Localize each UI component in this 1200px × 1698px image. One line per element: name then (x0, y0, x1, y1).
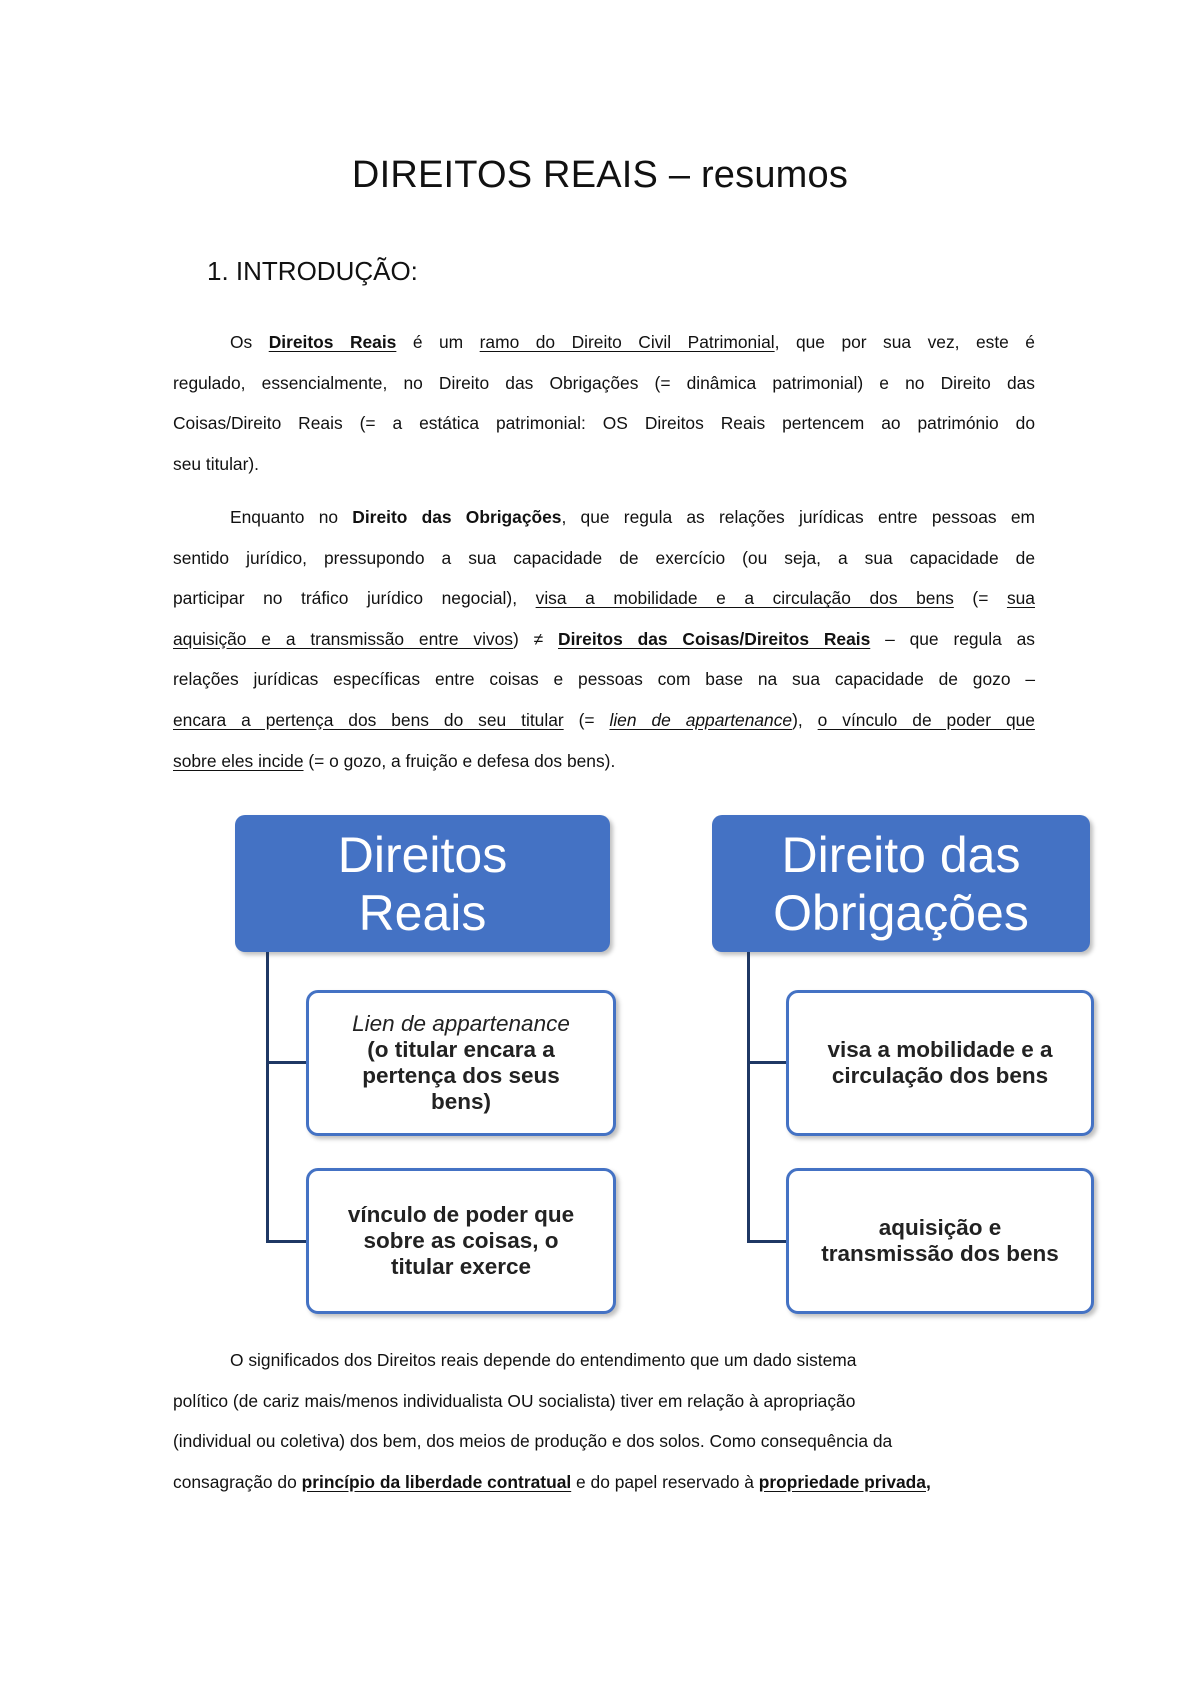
paragraph-line: participar no tráfico jurídico negocial), visa a mobilidade e a circulação dos bens (= sua (173, 588, 1035, 609)
diagram-header-direitos-reais: Direitos Reais (235, 815, 610, 952)
paragraph-line: Os Direitos Reais é um ramo do Direito Civil Patrimonial, que por sua vez, este é (230, 332, 1035, 352)
paragraph-line: Coisas/Direito Reais (= a estática patrimonial: OS Direitos Reais pertencem ao património do (173, 413, 1035, 434)
diagram-header-direito-das-obrigacoes: Direito das Obrigações (712, 815, 1090, 952)
paragraph-line: seu titular). (173, 453, 260, 474)
paragraph-3 (173, 1340, 1035, 1502)
paragraph-line: aquisição e a transmissão entre vivos) ≠ Direitos das Coisas/Direitos Reais – que regula as (173, 628, 1035, 649)
diagram-node-lien-de-appartenance: Lien de appartenance (o titular encara a pertença dos seus bens) (306, 990, 616, 1136)
connector-line (266, 1061, 306, 1064)
paragraph-line: relações jurídicas específicas entre coisas e pessoas com base na sua capacidade de gozo – (173, 669, 1035, 690)
connector-line (266, 1240, 306, 1243)
paragraph-2 (173, 497, 1035, 781)
paragraph-line: (individual ou coletiva) dos bem, dos meios de produção e dos solos. Como consequência da (173, 1431, 893, 1452)
section-heading: 1. INTRODUÇÃO: (207, 256, 418, 286)
diagram-node-vinculo-de-poder: vínculo de poder que sobre as coisas, o titular exerce (306, 1168, 616, 1314)
connector-line (747, 1061, 787, 1064)
document-title: DIREITOS REAIS – resumos (351, 154, 849, 196)
paragraph-line: O significados dos Direitos reais depende do entendimento que um dado sistema (230, 1350, 857, 1370)
paragraph-line: encara a pertença dos bens do seu titular (= lien de appartenance), o vínculo de poder que (173, 709, 1035, 730)
connector-line (266, 952, 269, 1242)
diagram-node-aquisicao: aquisição e transmissão dos bens (786, 1168, 1094, 1314)
paragraph-line: sentido jurídico, pressupondo a sua capacidade de exercício (ou seja, a sua capacidade de (173, 547, 1035, 568)
connector-line (747, 952, 750, 1242)
diagram-node-mobilidade: visa a mobilidade e a circulação dos bens (786, 990, 1094, 1136)
paragraph-line: sobre eles incide (= o gozo, a fruição e defesa dos bens). (173, 750, 616, 771)
paragraph-line: regulado, essencialmente, no Direito das Obrigações (= dinâmica patrimonial) e no Direito das (173, 372, 1035, 393)
paragraph-1 (173, 322, 1035, 484)
connector-line (747, 1240, 787, 1243)
paragraph-line: Enquanto no Direito das Obrigações, que regula as relações jurídicas entre pessoas em (230, 507, 1035, 527)
paragraph-line: político (de cariz mais/menos individualista OU socialista) tiver em relação à apropriação (173, 1390, 856, 1411)
paragraph-line: consagração do princípio da liberdade contratual e do papel reservado à propriedade privada, (173, 1471, 931, 1492)
